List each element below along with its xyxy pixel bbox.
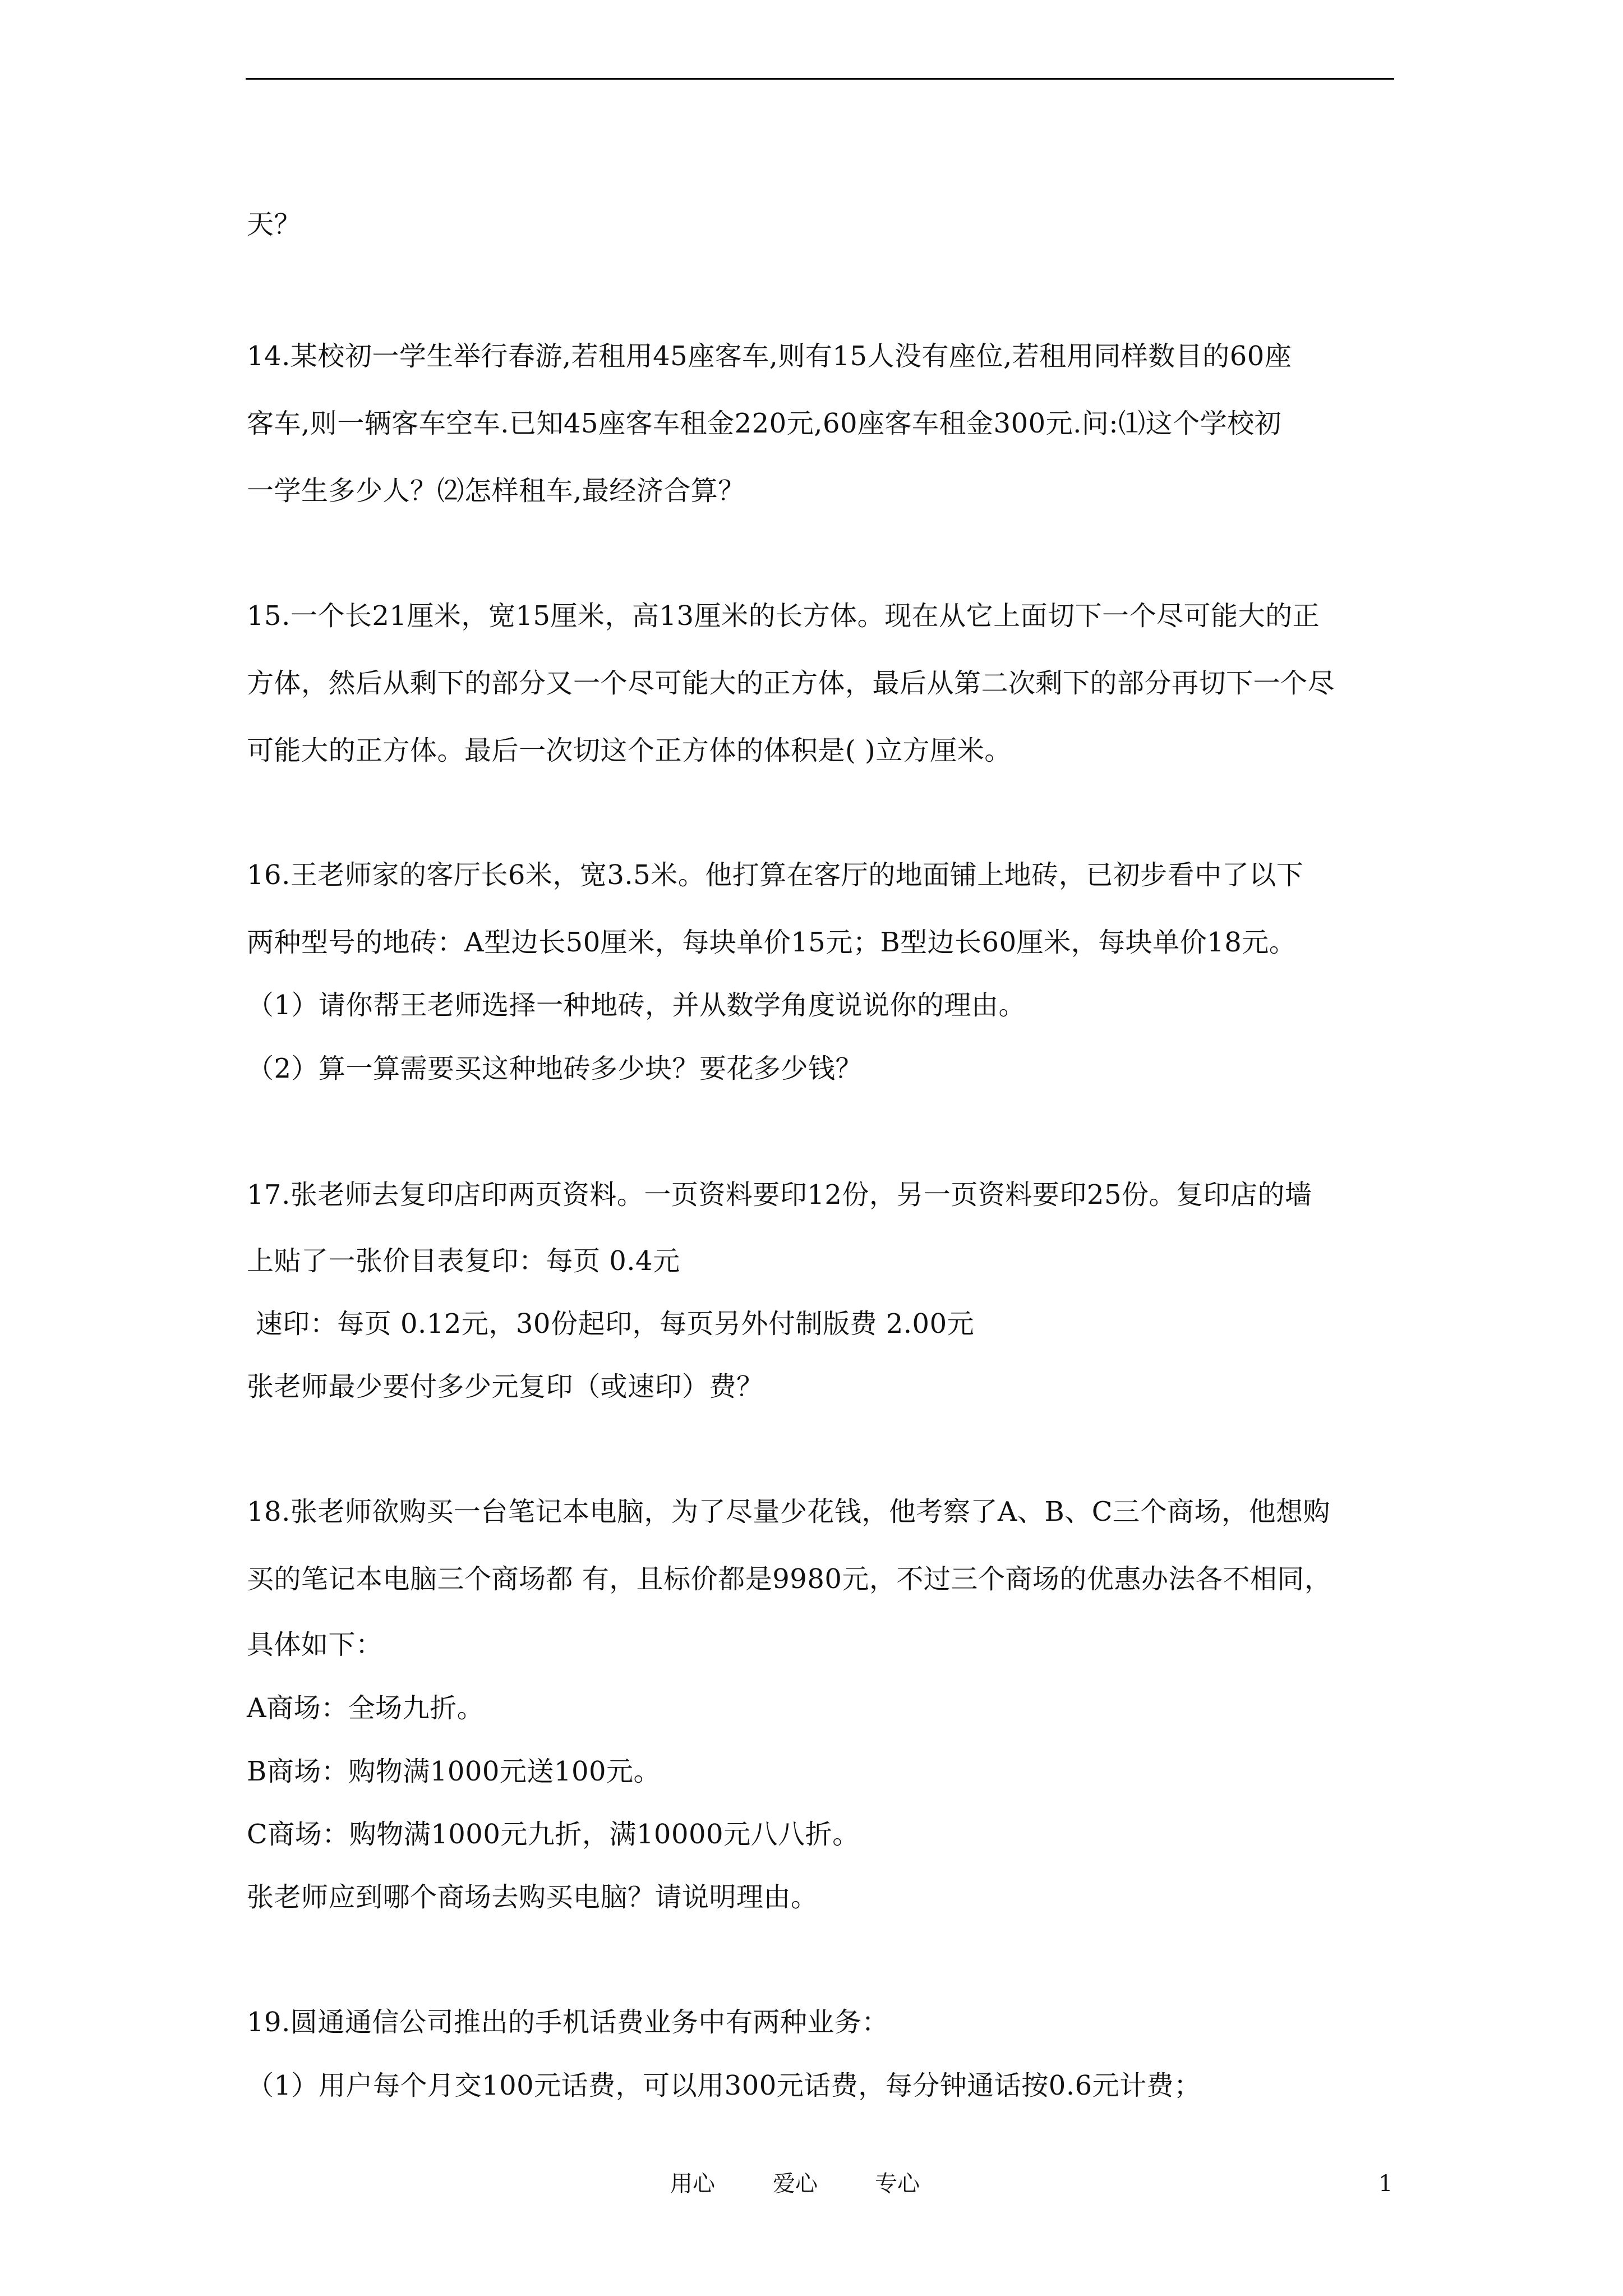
question-17-line: 速印：每页 0.12元，30份起印，每页另外付制版费 2.00元 <box>247 1308 975 1340</box>
question-19-subitem: （1）用户每个月交100元话费，可以用300元话费，每分钟通话按0.6元计费； <box>247 2070 1201 2101</box>
page-number: 1 <box>1378 2171 1393 2197</box>
question-16-line: 16.王老师家的客厅长6米，宽3.5米。他打算在客厅的地面铺上地砖，已初步看中了以下 <box>247 859 1304 891</box>
question-15-line: 可能大的正方体。最后一次切这个正方体的体积是( )立方厘米。 <box>247 735 1012 766</box>
question-15-line: 15.一个长21厘米，宽15厘米，高13厘米的长方体。现在从它上面切下一个尽可能大的正 <box>247 600 1320 632</box>
question-14-line: 客车,则一辆客车空车.已知45座客车租金220元,60座客车租金300元.问:⑴这个学校初 <box>247 408 1282 439</box>
question-18-line: 18.张老师欲购买一台笔记本电脑，为了尽量少花钱，他考察了A、B、C三个商场，他想购 <box>247 1496 1331 1527</box>
question-19-line: 19.圆通通信公司推出的手机话费业务中有两种业务： <box>247 2007 889 2038</box>
question-18-line: A商场：全场九折。 <box>247 1692 485 1724</box>
footer-motto-3: 专心 <box>875 2171 920 2197</box>
question-14-line: 14.某校初一学生举行春游,若租用45座客车,则有15人没有座位,若租用同样数目的60座 <box>247 341 1292 372</box>
header-rule <box>246 78 1394 80</box>
question-14-line: 一学生多少人？⑵怎样租车,最经济合算？ <box>247 475 745 507</box>
question-15-line: 方体，然后从剩下的部分又一个尽可能大的正方体，最后从第二次剩下的部分再切下一个尽 <box>247 668 1335 699</box>
question-18-line: 具体如下： <box>247 1629 383 1660</box>
footer-motto-1: 用心 <box>670 2171 715 2197</box>
question-18-line: 买的笔记本电脑三个商场都 有，且标价都是9980元，不过三个商场的优惠办法各不相同， <box>247 1563 1332 1595</box>
question-16-subitem: （2）算一算需要买这种地砖多少块？要花多少钱？ <box>247 1053 863 1084</box>
text-line: 天？ <box>247 209 302 240</box>
question-18-line: B商场：购物满1000元送100元。 <box>247 1756 661 1787</box>
question-16-line: 两种型号的地砖：A型边长50厘米，每块单价15元；B型边长60厘米，每块单价18元。 <box>247 927 1297 958</box>
question-17-line: 17.张老师去复印店印两页资料。一页资料要印12份，另一页资料要印25份。复印店的墙 <box>247 1179 1312 1211</box>
question-16-subitem: （1）请你帮王老师选择一种地砖，并从数学角度说说你的理由。 <box>247 990 1026 1021</box>
question-18-line: 张老师应到哪个商场去购买电脑？请说明理由。 <box>247 1881 818 1913</box>
question-18-line: C商场：购物满1000元九折，满10000元八八折。 <box>247 1819 860 1850</box>
footer-motto-2: 爱心 <box>773 2171 818 2197</box>
question-17-line: 张老师最少要付多少元复印（或速印）费？ <box>247 1371 764 1402</box>
question-17-line: 上贴了一张价目表复印：每页 0.4元 <box>247 1245 680 1277</box>
